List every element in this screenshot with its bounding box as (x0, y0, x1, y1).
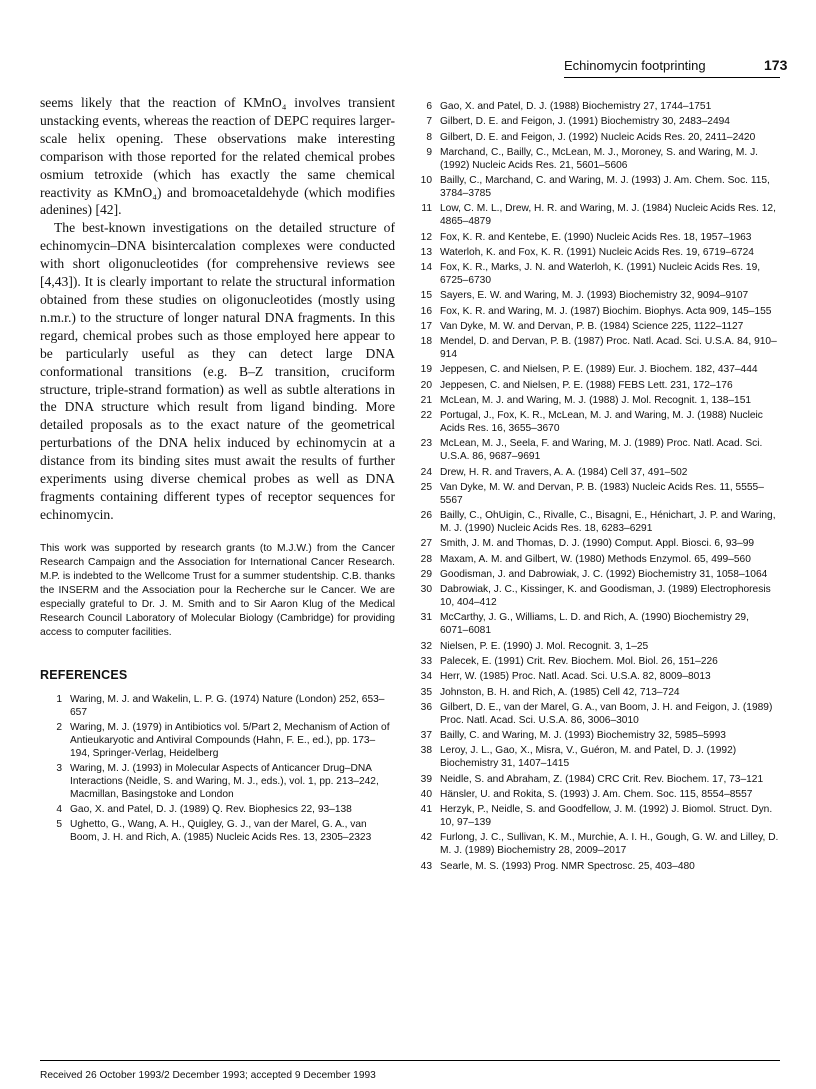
reference-item (40, 819, 395, 845)
reference-item (410, 584, 780, 610)
body-paragraph: seems likely that the reaction of KMnO₄ involves transient unstacking events, whereas the reaction of DEPC requires larger-scale helix opening. These observations make interesting comparison with those reported for the related chemical probes osmium tetroxide (which has exactly the same chemical reactivity as KMnO₄) and bromoacetaldehyde (which modifies adenines) [42]. (40, 95, 395, 218)
reference-text: Fox, K. R. and Waring, M. J. (1987) Biochim. Biophys. Acta 909, 145–155 (440, 305, 772, 317)
reference-text: Maxam, A. M. and Gilbert, W. (1980) Methods Enzymol. 65, 499–560 (440, 553, 751, 565)
page-number: 173 (764, 57, 788, 73)
acknowledgement: This work was supported by research grants (to M.J.W.) from the Cancer Research Campaign and the Association for International Cancer Research. M.P. is indebted to the Wellcome Trust for a summer studentship. C.B. thanks the INSERM and the Association pour la Recherche sur le Cancer. We are especially grateful to Dr. J. M. Smith and to Sir Aaron Klug of the Medical Research Council Laboratory of Molecular Biology (Cambridge) for providing access to computer facilities. (40, 542, 395, 638)
reference-item (410, 132, 780, 145)
reference-item (410, 569, 780, 582)
reference-item (410, 321, 780, 334)
reference-number: 34 (420, 671, 432, 683)
reference-text: Dabrowiak, J. C., Kissinger, K. and Goodisman, J. (1989) Electrophoresis 10, 404–412 (440, 584, 771, 609)
reference-text: Neidle, S. and Abraham, Z. (1984) CRC Crit. Rev. Biochem. 17, 73–121 (440, 773, 764, 785)
reference-item (410, 395, 780, 408)
reference-number: 4 (56, 804, 62, 816)
reference-item (410, 147, 780, 173)
reference-text: Johnston, B. H. and Rich, A. (1985) Cell 42, 713–724 (440, 686, 680, 698)
reference-item (410, 687, 780, 700)
reference-item (410, 232, 780, 245)
reference-item (410, 774, 780, 787)
reference-text: McCarthy, J. G., Williams, L. D. and Rich, A. (1990) Biochemistry 29, 6071–6081 (440, 612, 749, 637)
reference-text: Waring, M. J. (1979) in Antibiotics vol. 5/Part 2, Mechanism of Action of Antieukaryotic and Antiviral Compounds (Hahn, F. E., ed.), pp. 173–194, Springer-Verlag, Heidelberg (70, 721, 390, 759)
reference-text: Waring, M. J. (1993) in Molecular Aspects of Anticancer Drug–DNA Interactions (Neidle, S. and Waring, M. J., eds.), vol. 1, pp. 213–242, Macmillan, Basingstoke and London (70, 763, 379, 800)
reference-text: Van Dyke, M. W. and Dervan, P. B. (1984) Science 225, 1122–1127 (440, 320, 744, 332)
reference-item (410, 656, 780, 669)
reference-text: Nielsen, P. E. (1990) J. Mol. Recognit. 3, 1–25 (440, 640, 649, 652)
reference-item (410, 482, 780, 508)
reference-item (410, 438, 780, 464)
reference-text: Gilbert, D. E. and Feigon, J. (1992) Nucleic Acids Res. 20, 2411–2420 (440, 131, 756, 143)
reference-number: 3 (56, 763, 62, 775)
reference-item (410, 789, 780, 802)
reference-text: Fox, K. R. and Kentebe, E. (1990) Nucleic Acids Res. 18, 1957–1963 (440, 231, 752, 243)
reference-text: Marchand, C., Bailly, C., McLean, M. J., Moroney, S. and Waring, M. J. (1992) Nucleic Acids Res. 21, 5601–5606 (440, 146, 758, 171)
reference-number: 9 (426, 146, 432, 158)
reference-number: 32 (420, 640, 432, 652)
reference-item (410, 745, 780, 771)
reference-number: 10 (420, 175, 432, 187)
reference-number: 35 (420, 686, 432, 698)
reference-text: Herzyk, P., Neidle, S. and Goodfellow, J. M. (1992) J. Biomol. Struct. Dyn. 10, 97–139 (440, 804, 773, 829)
body-paragraph: The best-known investigations on the detailed structure of echinomycin–DNA bisintercalation complexes were conducted with short oligonucleotides (for comprehensive reviews see [4,43]). It is clearly important to relate the structural information obtained from these studies on oligonucleotides (mostly using n.m.r.) to the structure of longer natural DNA fragments. In this regard, chemical probes such as those employed here appear to be particularly useful as they can detect large DNA conformational transitions (e.g. B–Z transition, cruciform structure, triple-strand formation) as well as subtle alterations in the DNA structure which result from ligand binding. More detailed proposals as to the exact nature of the geometrical perturbations of the DNA helix induced by echinomycin at a distance from its binding sites must await the results of further experiments using diverse chemical probes as well as DNA fragments containing different types of receptor sequences for echinomycin. (40, 220, 395, 522)
reference-number: 24 (420, 466, 432, 478)
reference-item (410, 380, 780, 393)
reference-item (410, 832, 780, 858)
reference-text: Bailly, C. and Waring, M. J. (1993) Biochemistry 32, 5985–5993 (440, 730, 726, 742)
header-rule (564, 77, 780, 78)
reference-text: Palecek, E. (1991) Crit. Rev. Biochem. Mol. Biol. 26, 151–226 (440, 655, 718, 667)
reference-item (410, 554, 780, 567)
references-heading: REFERENCES (40, 667, 128, 682)
reference-number: 33 (420, 655, 432, 667)
reference-number: 30 (420, 584, 432, 596)
reference-item (410, 702, 780, 728)
reference-text: Herr, W. (1985) Proc. Natl. Acad. Sci. U.S.A. 82, 8009–8013 (440, 671, 711, 683)
reference-number: 37 (420, 730, 432, 742)
reference-item (410, 290, 780, 303)
reference-number: 43 (420, 860, 432, 872)
reference-item (410, 730, 780, 743)
reference-text: Gao, X. and Patel, D. J. (1989) Q. Rev. Biophesics 22, 93–138 (70, 804, 352, 816)
reference-item (410, 203, 780, 229)
reference-number: 26 (420, 510, 432, 522)
reference-number: 36 (420, 701, 432, 713)
reference-item (410, 364, 780, 377)
reference-item (410, 101, 780, 114)
reference-item (410, 262, 780, 288)
reference-item (410, 538, 780, 551)
reference-text: Gilbert, D. E., van der Marel, G. A., van Boom, J. H. and Feigon, J. (1989) Proc. Natl. Acad. Sci. U.S.A. 86, 3006–3010 (440, 701, 773, 726)
reference-item (410, 175, 780, 201)
reference-text: Leroy, J. L., Gao, X., Misra, V., Guéron, M. and Patel, D. J. (1992) Biochemistry 31, 1407–1415 (440, 745, 737, 770)
reference-item (40, 722, 395, 761)
reference-text: Smith, J. M. and Thomas, D. J. (1990) Comput. Appl. Biosci. 6, 93–99 (440, 538, 755, 550)
reference-number: 31 (420, 612, 432, 624)
reference-text: Goodisman, J. and Dabrowiak, J. C. (1992) Biochemistry 31, 1058–1064 (440, 568, 768, 580)
reference-number: 2 (56, 721, 62, 733)
reference-number: 40 (420, 788, 432, 800)
reference-number: 11 (421, 203, 432, 215)
reference-list-right (410, 101, 780, 873)
reference-number: 25 (420, 481, 432, 493)
reference-text: Portugal, J., Fox, K. R., McLean, M. J. and Waring, M. J. (1988) Nucleic Acids Res. 16, 3655–3670 (440, 410, 763, 435)
reference-item (410, 467, 780, 480)
reference-text: Searle, M. S. (1993) Prog. NMR Spectrosc. 25, 403–480 (440, 860, 695, 872)
reference-item (410, 510, 780, 536)
reference-item (40, 804, 395, 817)
reference-number: 28 (420, 553, 432, 565)
reference-number: 38 (420, 745, 432, 757)
reference-item (410, 671, 780, 684)
reference-number: 22 (420, 410, 432, 422)
reference-text: Gilbert, D. E. and Feigon, J. (1991) Biochemistry 30, 2483–2494 (440, 116, 730, 128)
reference-number: 42 (420, 832, 432, 844)
reference-number: 21 (420, 394, 432, 406)
reference-item (410, 861, 780, 874)
reference-text: Gao, X. and Patel, D. J. (1988) Biochemistry 27, 1744–1751 (440, 101, 712, 112)
footer-rule (40, 1060, 780, 1061)
reference-item (40, 694, 395, 720)
reference-item (410, 247, 780, 260)
reference-item (410, 116, 780, 129)
reference-text: Jeppesen, C. and Nielsen, P. E. (1988) FEBS Lett. 231, 172–176 (440, 379, 733, 391)
reference-number: 15 (420, 290, 432, 302)
reference-text: Bailly, C., OhUigin, C., Rivalle, C., Bisagni, E., Hénichart, J. P. and Waring, M. J. (1990) Nucleic Acids Res. 18, 6283–6291 (440, 510, 776, 535)
reference-text: Waring, M. J. and Wakelin, L. P. G. (1974) Nature (London) 252, 653–657 (70, 693, 385, 718)
reference-number: 7 (426, 116, 432, 128)
right-column (410, 101, 780, 876)
reference-number: 23 (420, 438, 432, 450)
reference-text: Ughetto, G., Wang, A. H., Quigley, G. J., van der Marel, G. A., van Boom, J. H. and Rich, A. (1985) Nucleic Acids Res. 13, 2305–2323 (70, 819, 372, 844)
reference-number: 16 (420, 305, 432, 317)
reference-number: 5 (56, 819, 62, 831)
reference-number: 1 (56, 693, 62, 705)
reference-item (410, 410, 780, 436)
reference-text: McLean, M. J., Seela, F. and Waring, M. J. (1989) Proc. Natl. Acad. Sci. U.S.A. 86, 9687–9691 (440, 438, 763, 463)
reference-text: Sayers, E. W. and Waring, M. J. (1993) Biochemistry 32, 9094–9107 (440, 290, 749, 302)
reference-item (410, 804, 780, 830)
reference-text: Jeppesen, C. and Nielsen, P. E. (1989) Eur. J. Biochem. 182, 437–444 (440, 364, 758, 376)
reference-text: Hänsler, U. and Rokita, S. (1993) J. Am. Chem. Soc. 115, 8554–8557 (440, 788, 753, 800)
reference-number: 13 (420, 246, 432, 258)
reference-number: 19 (420, 364, 432, 376)
reference-number: 8 (426, 131, 432, 143)
received-dates: Received 26 October 1993/2 December 1993; accepted 9 December 1993 (40, 1070, 376, 1081)
reference-number: 20 (420, 379, 432, 391)
reference-number: 29 (420, 568, 432, 580)
reference-text: Van Dyke, M. W. and Dervan, P. B. (1983) Nucleic Acids Res. 11, 5555–5567 (440, 481, 764, 506)
reference-number: 17 (420, 320, 432, 332)
reference-list-left (40, 694, 395, 846)
reference-text: Waterloh, K. and Fox, K. R. (1991) Nucleic Acids Res. 19, 6719–6724 (440, 246, 754, 258)
reference-number: 14 (420, 262, 432, 274)
reference-item (40, 763, 395, 802)
reference-item (410, 306, 780, 319)
reference-text: Furlong, J. C., Sullivan, K. M., Murchie, A. I. H., Gough, G. W. and Lilley, D. M. J. (1989) Biochemistry 28, 2009–2017 (440, 832, 779, 857)
reference-text: McLean, M. J. and Waring, M. J. (1988) J. Mol. Recognit. 1, 138–151 (440, 394, 752, 406)
reference-text: Drew, H. R. and Travers, A. A. (1984) Cell 37, 491–502 (440, 466, 688, 478)
running-title: Echinomycin footprinting (564, 58, 706, 73)
reference-number: 39 (420, 773, 432, 785)
reference-text: Low, C. M. L., Drew, H. R. and Waring, M. J. (1984) Nucleic Acids Res. 12, 4865–4879 (440, 203, 776, 228)
reference-number: 6 (426, 101, 432, 112)
reference-text: Bailly, C., Marchand, C. and Waring, M. J. (1993) J. Am. Chem. Soc. 115, 3784–3785 (440, 175, 770, 199)
reference-number: 41 (420, 804, 432, 816)
reference-number: 18 (420, 336, 432, 348)
reference-number: 27 (420, 538, 432, 550)
reference-text: Fox, K. R., Marks, J. N. and Waterloh, K. (1991) Nucleic Acids Res. 19, 6725–6730 (440, 262, 761, 286)
reference-item (410, 336, 780, 362)
reference-text: Mendel, D. and Dervan, P. B. (1987) Proc. Natl. Acad. Sci. U.S.A. 84, 910–914 (440, 336, 777, 361)
left-column (40, 94, 395, 848)
reference-item (410, 641, 780, 654)
reference-number: 12 (420, 231, 432, 243)
reference-item (410, 612, 780, 638)
